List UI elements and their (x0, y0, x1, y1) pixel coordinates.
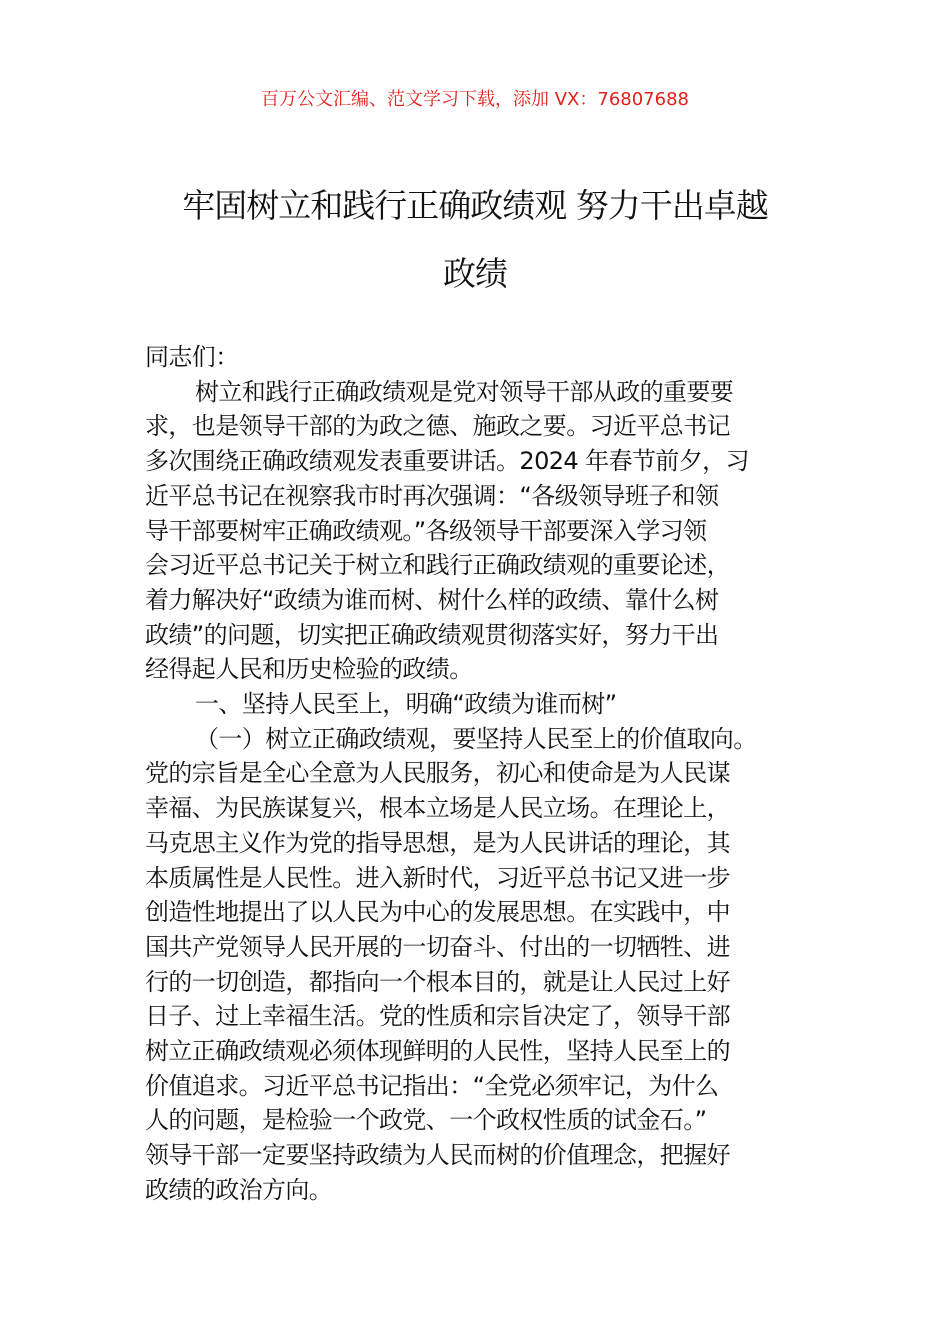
text-line: 多次围绕正确政绩观发表重要讲话。2024 年春节前夕，习 (145, 447, 749, 476)
text-line: 导干部要树牢正确政绩观。”各级领导干部要深入学习领 (145, 516, 707, 545)
text-line: 领导干部一定要坚持政绩为人民而树的价值理念，把握好 (145, 1141, 730, 1170)
text-line: 价值追求。习近平总书记指出：“全党必须牢记，为什么 (145, 1071, 719, 1100)
text-line: 着力解决好“政绩为谁而树、树什么样的政绩、靠什么树 (145, 585, 719, 614)
text-line: 创造性地提出了以人民为中心的发展思想。在实践中，中 (145, 898, 730, 927)
text-line: 国共产党领导人民开展的一切奋斗、付出的一切牺牲、进 (145, 932, 730, 961)
document-body (145, 340, 825, 1208)
salutation: 同志们： (145, 343, 239, 371)
watermark-header: 百万公文汇编、范文学习下载，添加 VX：76807688 (261, 89, 689, 110)
text-line: 本质属性是人民性。进入新时代，习近平总书记又进一步 (145, 863, 730, 892)
text-line: 党的宗旨是全心全意为人民服务，初心和使命是为人民谋 (145, 759, 730, 788)
text-line: 树立正确政绩观必须体现鲜明的人民性，坚持人民至上的 (145, 1037, 730, 1066)
paragraph (145, 722, 825, 1208)
text-line: 经得起人民和历史检验的政绩。 (145, 655, 473, 684)
section-heading (145, 687, 825, 722)
title-line-2: 政绩 (443, 254, 507, 293)
text-line: 马克思主义作为党的指导思想，是为人民讲话的理论，其 (145, 828, 730, 857)
text-line: 一、坚持人民至上，明确“政绩为谁而树” (195, 690, 617, 719)
text-line: 人的问题，是检验一个政党、一个政权性质的试金石。” (145, 1106, 707, 1135)
paragraph (145, 375, 825, 687)
text-line: 求，也是领导干部的为政之德、施政之要。习近平总书记 (145, 412, 730, 441)
text-line: 近平总书记在视察我市时再次强调：“各级领导班子和领 (145, 481, 719, 510)
text-line: 会习近平总书记关于树立和践行正确政绩观的重要论述， (145, 551, 730, 580)
text-line: （一）树立正确政绩观，要坚持人民至上的价值取向。 (195, 724, 757, 753)
text-line: 政绩的政治方向。 (145, 1175, 333, 1204)
text-line: 幸福、为民族谋复兴，根本立场是人民立场。在理论上， (145, 794, 730, 823)
text-line: 行的一切创造，都指向一个根本目的，就是让人民过上好 (145, 967, 730, 996)
text-line: 政绩”的问题，切实把正确政绩观贯彻落实好，努力干出 (145, 620, 719, 649)
title-line-1: 牢固树立和践行正确政绩观 努力干出卓越 (182, 186, 768, 225)
text-line: 日子、过上幸福生活。党的性质和宗旨决定了，领导干部 (145, 1002, 730, 1031)
text-line: 树立和践行正确政绩观是党对领导干部从政的重要要 (195, 377, 734, 406)
